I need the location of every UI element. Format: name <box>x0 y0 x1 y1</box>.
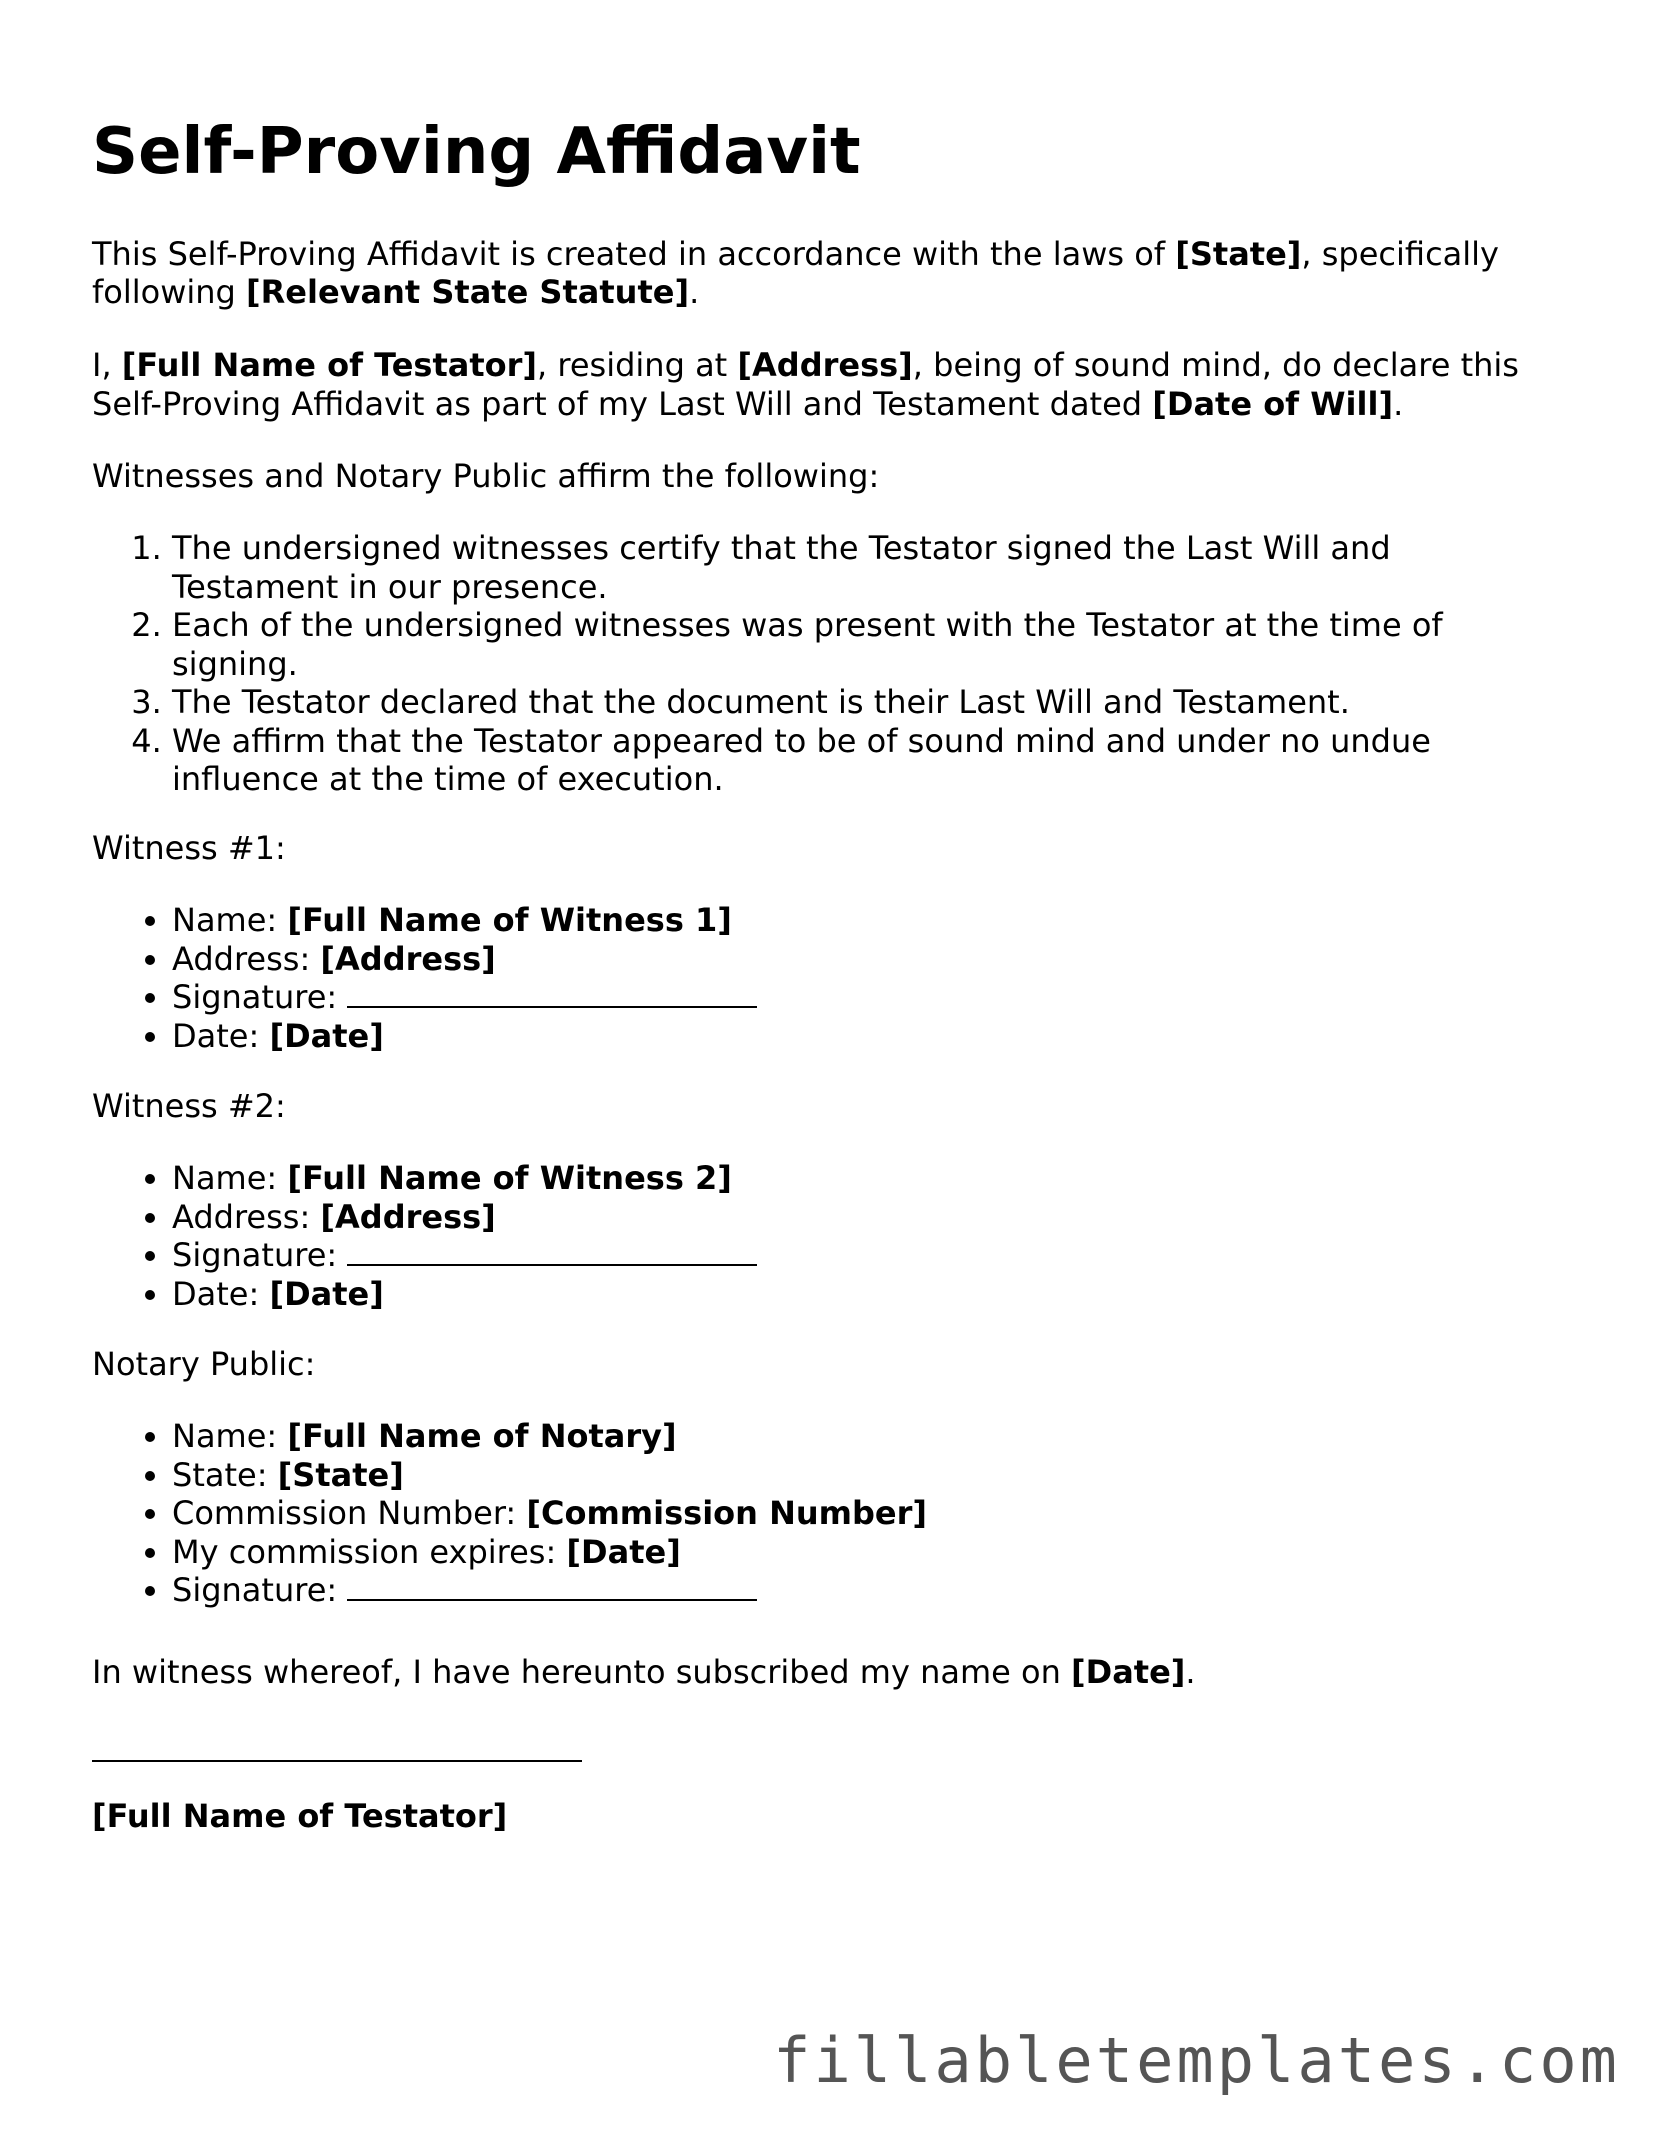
field-value: [Address] <box>320 1197 496 1236</box>
affirmation-text: Testament in our presence. <box>172 567 608 606</box>
field-value: [Date] <box>269 1274 384 1313</box>
field-value: [Full Name of Witness 2] <box>287 1159 732 1197</box>
affirm-heading: Witnesses and Notary Public affirm the following: <box>92 457 880 495</box>
testator-name-placeholder: [Full Name of Testator] <box>121 346 538 384</box>
intro-text: , specifically <box>1301 235 1499 273</box>
field-value: [Date] <box>269 1016 384 1055</box>
closing-text: In witness whereof, I have hereunto subscribed my name on <box>92 1653 1072 1691</box>
declaration-text: , residing at <box>537 346 738 384</box>
field-label: Name: <box>172 1417 288 1455</box>
field-label: Date: <box>172 1016 270 1055</box>
witness1-signature <box>172 978 757 1017</box>
declaration-text: Self-Proving Affidavit as part of my Last Will and Testament dated <box>92 385 1153 423</box>
declaration-line-1 <box>92 346 1519 385</box>
field-value: [Full Name of Witness 1] <box>287 901 732 939</box>
witness1-heading: Witness #1: <box>92 829 286 867</box>
field-label: Signature: <box>172 1236 348 1274</box>
affirmation-item <box>172 529 1443 606</box>
witness1-date <box>172 1017 757 1056</box>
field-label: State: <box>172 1455 278 1494</box>
notary-list <box>92 1417 927 1610</box>
intro-paragraph-line-1 <box>92 235 1499 274</box>
affirmation-text: The Testator declared that the document is their Last Will and Testament. <box>172 683 1350 721</box>
document-title: Self-Proving Affidavit <box>92 115 861 189</box>
notary-commission-number <box>172 1494 927 1533</box>
closing-text: . <box>1185 1653 1196 1691</box>
testator-name-placeholder: [Full Name of Testator] <box>92 1797 508 1835</box>
state-placeholder: [State] <box>1175 235 1302 273</box>
affirmation-item <box>172 722 1443 799</box>
notary-signature <box>172 1571 927 1610</box>
declaration-text: , being of sound mind, do declare this <box>912 346 1519 384</box>
notary-name <box>172 1417 927 1456</box>
witness1-address <box>172 940 757 979</box>
field-label: Name: <box>172 901 288 939</box>
witness2-date <box>172 1275 757 1314</box>
affirmations-list <box>92 529 1443 799</box>
statute-placeholder: [Relevant State Statute] <box>246 273 690 311</box>
field-label: Address: <box>172 939 321 978</box>
declaration-text: I, <box>92 346 122 384</box>
field-value: [Date] <box>566 1532 681 1571</box>
field-label: Commission Number: <box>172 1494 527 1532</box>
intro-text: following <box>92 273 247 311</box>
notary-heading: Notary Public: <box>92 1345 316 1383</box>
witness2-heading: Witness #2: <box>92 1087 286 1125</box>
field-label: Name: <box>172 1159 288 1197</box>
witness2-signature-line[interactable] <box>347 1238 757 1266</box>
notary-signature-line[interactable] <box>347 1573 757 1601</box>
field-value: [Address] <box>320 939 496 978</box>
witness2-address <box>172 1198 757 1237</box>
closing-date-placeholder: [Date] <box>1071 1653 1186 1691</box>
affirmation-text: influence at the time of execution. <box>172 760 724 798</box>
will-date-placeholder: [Date of Will] <box>1152 385 1394 423</box>
field-label: Signature: <box>172 1571 348 1609</box>
intro-paragraph-line-2 <box>92 273 699 312</box>
witness1-signature-line[interactable] <box>347 980 757 1008</box>
field-label: Date: <box>172 1274 270 1313</box>
declaration-line-2 <box>92 385 1403 424</box>
address-placeholder: [Address] <box>737 346 913 384</box>
field-label: My commission expires: <box>172 1532 567 1571</box>
witness2-signature <box>172 1236 757 1275</box>
affirmation-item <box>172 683 1443 722</box>
field-value: [State] <box>277 1455 404 1494</box>
field-label: Signature: <box>172 978 348 1016</box>
notary-commission-expires <box>172 1533 927 1572</box>
affirmation-text: We affirm that the Testator appeared to be of sound mind and under no undue <box>172 721 1431 760</box>
witness1-list <box>92 901 757 1055</box>
notary-state <box>172 1456 927 1495</box>
declaration-text: . <box>1393 385 1404 423</box>
affirmation-text: Each of the undersigned witnesses was present with the Testator at the time of <box>172 606 1443 644</box>
intro-text: . <box>689 273 700 311</box>
witness2-list <box>92 1159 757 1313</box>
watermark: fillabletemplates.com <box>773 2024 1620 2097</box>
intro-text: This Self-Proving Affidavit is created in accordance with the laws of <box>92 235 1176 273</box>
field-label: Address: <box>172 1197 321 1236</box>
affirmation-text: The undersigned witnesses certify that the Testator signed the Last Will and <box>172 529 1391 567</box>
testator-signature-line[interactable] <box>92 1760 582 1762</box>
witness1-name <box>172 901 757 940</box>
witness2-name <box>172 1159 757 1198</box>
field-value: [Full Name of Notary] <box>287 1417 677 1455</box>
affirmation-item <box>172 606 1443 683</box>
closing-statement <box>92 1653 1196 1692</box>
field-value: [Commission Number] <box>526 1494 927 1532</box>
testator-name-footer <box>92 1797 507 1836</box>
affirmation-text: signing. <box>172 644 298 683</box>
